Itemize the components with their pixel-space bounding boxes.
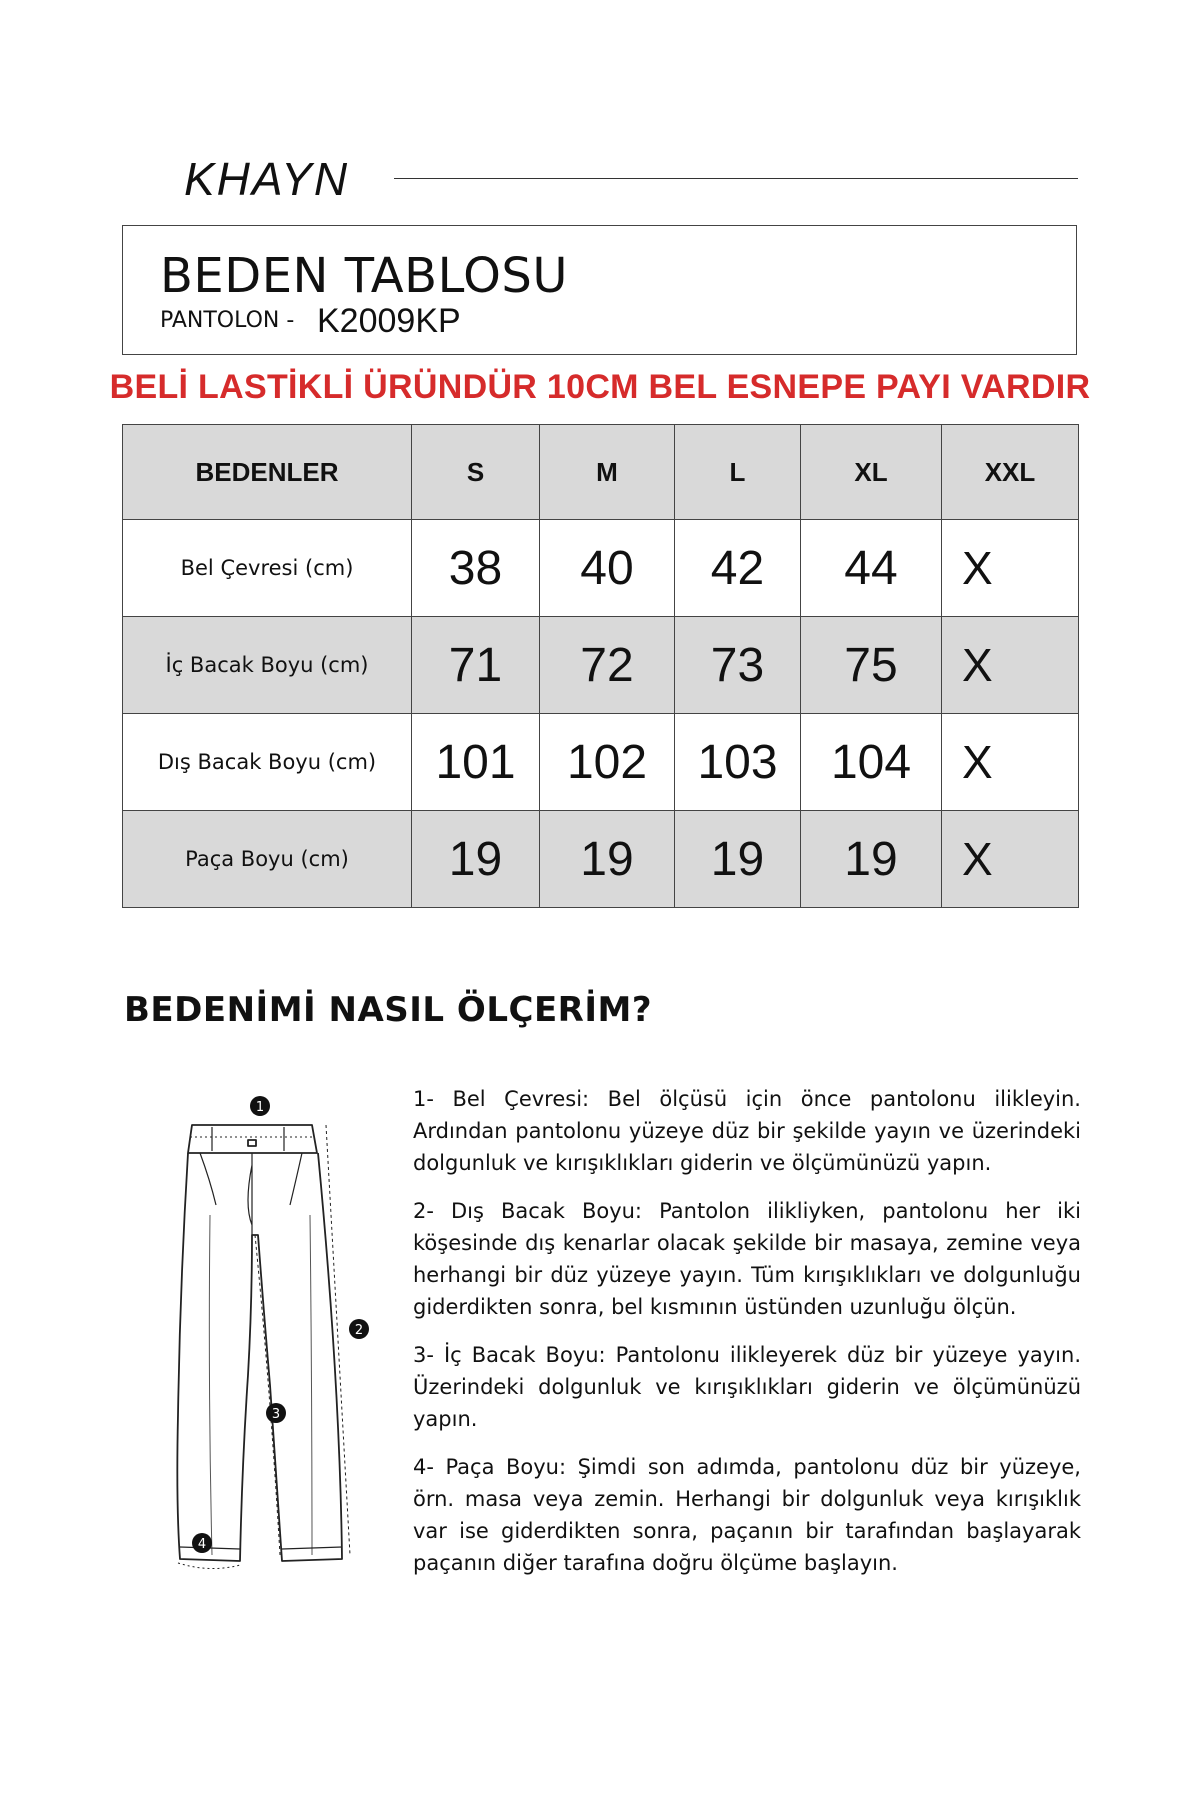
waist-button: [248, 1140, 256, 1146]
table-cell: 42: [675, 520, 801, 617]
table-cell: 40: [540, 520, 675, 617]
marker-1-label: 1: [255, 1100, 265, 1115]
table-cell: 73: [675, 617, 801, 714]
table-cell: X: [942, 811, 1079, 908]
table-cell: 19: [540, 811, 675, 908]
product-type: PANTOLON -: [160, 308, 295, 333]
header-size-xxl: XXL: [942, 425, 1079, 520]
step-inseam: 3- İç Bacak Boyu: Pantolonu ilikleyerek düz bir yüzeye yayın. Üzerindeki dolgunluk ve kırışıklıkları giderin ve ölçümünüzü yapın.: [413, 1343, 1081, 1431]
outseam-measure-line: [326, 1125, 350, 1555]
table-cell: 72: [540, 617, 675, 714]
table-row: [123, 811, 1079, 908]
table-cell: 38: [412, 520, 540, 617]
page-title: BEDEN TABLOSU: [160, 248, 568, 304]
size-chart-table: [122, 424, 1079, 908]
table-cell: 101: [412, 714, 540, 811]
table-cell: 71: [412, 617, 540, 714]
row-label: İç Bacak Boyu (cm): [123, 617, 412, 714]
pants-diagram: [160, 1085, 390, 1585]
measurement-steps: [413, 1083, 1081, 1595]
header-sizes: BEDENLER: [123, 425, 412, 520]
title-box: [122, 225, 1077, 355]
table-header-row: [123, 425, 1079, 520]
brand-logo: KHAYN: [184, 153, 350, 205]
how-to-measure-title: BEDENİMİ NASIL ÖLÇERİM?: [124, 990, 653, 1030]
marker-3-label: 3: [271, 1407, 281, 1422]
table-cell: X: [942, 520, 1079, 617]
table-cell: 44: [801, 520, 942, 617]
marker-1: [250, 1096, 270, 1116]
table-row: [123, 714, 1079, 811]
waistband-outline: [188, 1125, 317, 1153]
table-cell: 75: [801, 617, 942, 714]
table-cell: X: [942, 714, 1079, 811]
inseam-measure-line: [255, 1235, 280, 1555]
step-waist: 1- Bel Çevresi: Bel ölçüsü için önce pantolonu ilikleyin. Ardından pantolonu yüzeye düz bir şekilde yayın ve üzerindeki dolgunluk ve kırışıklıkları giderin ve ölçümünüzü yapın.: [413, 1087, 1081, 1175]
product-code: K2009KP: [317, 302, 461, 340]
table-cell: 19: [412, 811, 540, 908]
table-row: [123, 520, 1079, 617]
marker-4: [192, 1533, 212, 1553]
row-label: Paça Boyu (cm): [123, 811, 412, 908]
table-cell: 104: [801, 714, 942, 811]
header-size-l: L: [675, 425, 801, 520]
row-label: Dış Bacak Boyu (cm): [123, 714, 412, 811]
header-size-m: M: [540, 425, 675, 520]
table-cell: X: [942, 617, 1079, 714]
step-outseam: 2- Dış Bacak Boyu: Pantolon ilikliyken, pantolonu her iki köşesinde dış kenarlar olacak şekilde bir masaya, zemine veya herhangi bir düz yüzeye yayın. Tüm kırışıklıkları ve dolgunluğu giderdikten sonra, bel kısmının üstünden uzunluğu ölçün.: [413, 1199, 1081, 1319]
marker-4-label: 4: [197, 1537, 207, 1552]
elastic-waist-notice: BELİ LASTİKLİ ÜRÜNDÜR 10CM BEL ESNEPE PAYI VARDIR: [109, 368, 1091, 406]
step-hem: 4- Paça Boyu: Şimdi son adımda, pantolonu düz bir yüzeye, örn. masa veya zemin. Herhangi bir dolgunluk veya kırışıklık var ise giderdikten sonra, paçanın bir tarafından başlayarak paçanın diğer tarafına doğru ölçüme başlayın.: [413, 1455, 1081, 1575]
row-label: Bel Çevresi (cm): [123, 520, 412, 617]
marker-2: [349, 1319, 369, 1339]
marker-2-label: 2: [354, 1323, 364, 1338]
hem-measure-line: [178, 1563, 240, 1569]
table-cell: 19: [801, 811, 942, 908]
table-cell: 102: [540, 714, 675, 811]
pants-outline: [177, 1153, 342, 1561]
header-size-s: S: [412, 425, 540, 520]
marker-3: [266, 1403, 286, 1423]
table-cell: 103: [675, 714, 801, 811]
header-divider: [394, 178, 1078, 179]
table-cell: 19: [675, 811, 801, 908]
header-size-xl: XL: [801, 425, 942, 520]
table-row: [123, 617, 1079, 714]
